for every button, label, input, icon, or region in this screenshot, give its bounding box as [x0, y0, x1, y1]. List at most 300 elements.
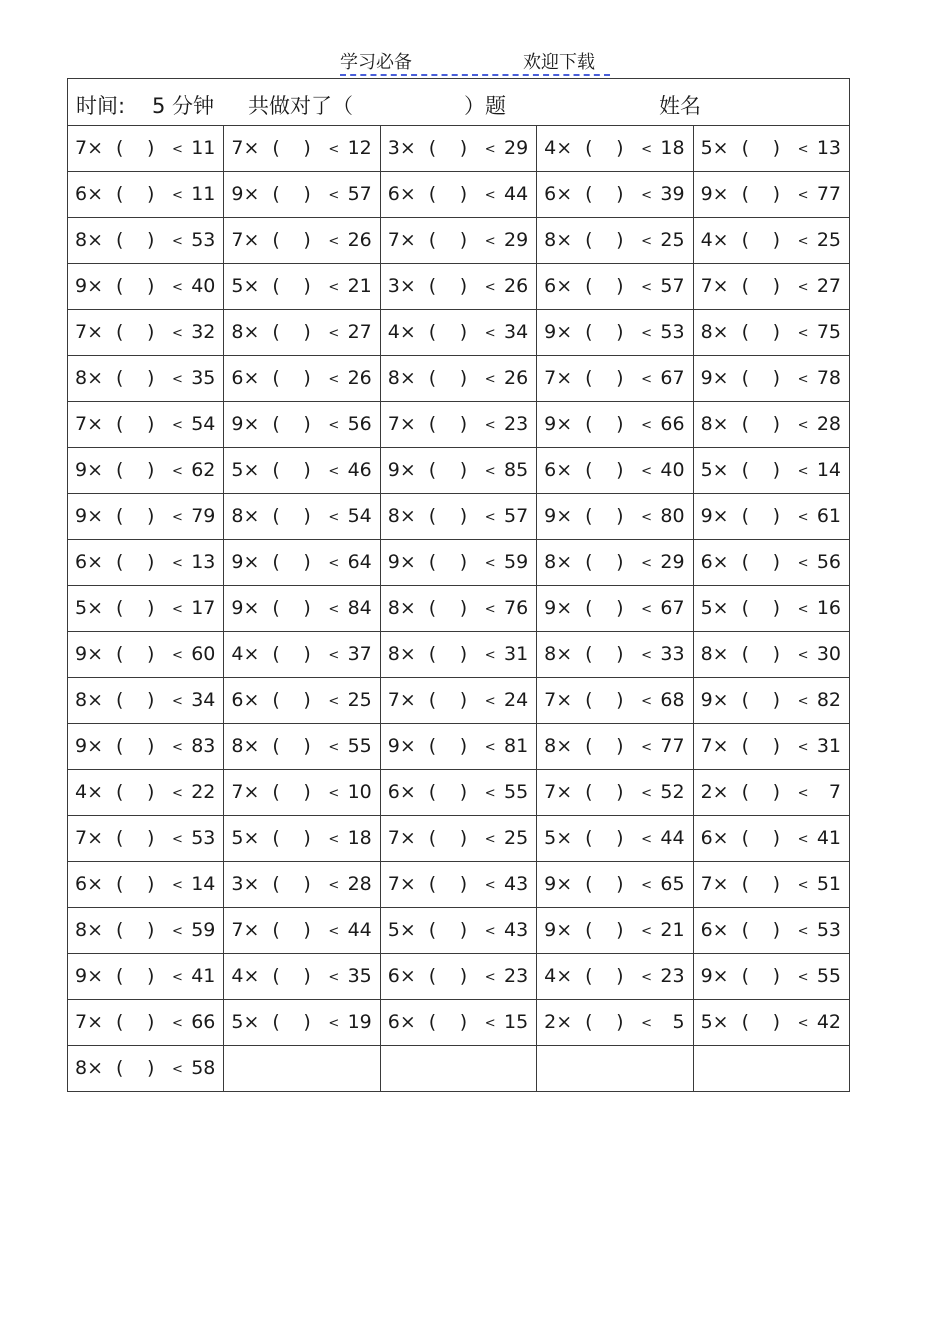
problem-cell[interactable]	[380, 356, 536, 402]
problem-cell[interactable]	[68, 448, 224, 494]
close-paren: )	[303, 183, 311, 205]
less-than-sign: <	[797, 464, 809, 479]
problem-cell[interactable]	[693, 494, 849, 540]
open-paren: (	[741, 827, 749, 849]
limit-value: 59	[503, 551, 529, 573]
open-paren: (	[428, 965, 437, 987]
multiplier-text: 8×	[700, 643, 729, 665]
time-value: 5 分钟	[152, 94, 215, 118]
multiplier-text: 8×	[75, 919, 104, 941]
problem-cell[interactable]	[380, 678, 536, 724]
problem-cell[interactable]	[68, 586, 224, 632]
less-than-sign: <	[328, 602, 340, 617]
limit-value: 53	[191, 827, 216, 849]
problem-cell[interactable]	[68, 310, 224, 356]
close-paren: )	[303, 735, 311, 757]
problem-cell[interactable]	[380, 172, 536, 218]
problem-cell[interactable]	[380, 218, 536, 264]
problem-cell[interactable]	[224, 540, 380, 586]
multiplier-text: 6×	[387, 1011, 416, 1033]
close-paren: )	[616, 367, 624, 389]
problem-cell[interactable]	[68, 172, 224, 218]
multiplier-text: 9×	[700, 183, 729, 205]
multiplier-text: 8×	[700, 413, 729, 435]
problem-cell[interactable]	[68, 1000, 224, 1046]
problem-cell[interactable]	[68, 126, 224, 172]
problem-cell[interactable]	[68, 494, 224, 540]
close-paren: )	[459, 367, 468, 389]
problem-cell[interactable]	[224, 632, 380, 678]
limit-value: 14	[191, 873, 216, 895]
problem-cell[interactable]	[537, 816, 693, 862]
less-than-sign: <	[484, 418, 496, 433]
problem-row	[68, 586, 850, 632]
limit-value: 26	[347, 229, 372, 251]
close-paren: )	[459, 597, 468, 619]
less-than-sign: <	[484, 878, 496, 893]
problem-cell[interactable]	[693, 908, 849, 954]
problem-cell[interactable]	[68, 540, 224, 586]
problem-cell[interactable]	[380, 1000, 536, 1046]
close-paren: )	[303, 597, 311, 619]
problem-cell[interactable]	[537, 218, 693, 264]
problem-cell[interactable]	[380, 494, 536, 540]
problem-cell[interactable]	[693, 356, 849, 402]
less-than-sign: <	[797, 832, 809, 847]
less-than-sign: <	[484, 694, 496, 709]
problem-cell[interactable]	[693, 540, 849, 586]
problem-cell[interactable]	[224, 862, 380, 908]
multiplier-text: 7×	[75, 137, 104, 159]
problem-cell[interactable]	[68, 908, 224, 954]
problem-row	[68, 448, 850, 494]
open-paren: (	[741, 919, 749, 941]
less-than-sign: <	[328, 694, 340, 709]
close-paren: )	[147, 459, 155, 481]
problem-cell[interactable]	[224, 954, 380, 1000]
less-than-sign: <	[641, 510, 653, 525]
less-than-sign: <	[797, 786, 809, 801]
limit-value: 14	[816, 459, 841, 481]
multiplier-text: 4×	[700, 229, 729, 251]
problem-cell[interactable]	[693, 816, 849, 862]
problem-cell[interactable]	[224, 172, 380, 218]
less-than-sign: <	[484, 142, 496, 157]
less-than-sign: <	[328, 786, 340, 801]
problem-cell[interactable]	[537, 862, 693, 908]
close-paren: )	[616, 551, 624, 573]
limit-value: 64	[347, 551, 372, 573]
problem-cell[interactable]	[68, 724, 224, 770]
problem-cell[interactable]	[68, 954, 224, 1000]
less-than-sign: <	[328, 464, 340, 479]
problem-cell[interactable]	[224, 678, 380, 724]
limit-value: 26	[347, 367, 372, 389]
multiplier-text: 5×	[75, 597, 104, 619]
close-paren: )	[772, 965, 780, 987]
open-paren: (	[116, 965, 124, 987]
limit-value: 55	[347, 735, 372, 757]
problem-cell[interactable]	[380, 770, 536, 816]
problem-cell[interactable]	[693, 172, 849, 218]
open-paren: (	[272, 919, 280, 941]
multiplier-text: 8×	[387, 597, 416, 619]
limit-value: 55	[503, 781, 529, 803]
problem-cell[interactable]	[537, 494, 693, 540]
multiplier-text: 6×	[387, 781, 416, 803]
problem-cell[interactable]	[68, 862, 224, 908]
problem-cell[interactable]	[693, 310, 849, 356]
limit-value: 30	[816, 643, 841, 665]
problem-cell[interactable]	[380, 908, 536, 954]
multiplier-text: 9×	[75, 643, 104, 665]
open-paren: (	[428, 873, 437, 895]
problem-cell[interactable]	[537, 954, 693, 1000]
problem-cell[interactable]	[224, 586, 380, 632]
close-paren: )	[459, 183, 468, 205]
open-paren: (	[428, 689, 437, 711]
multiplier-text: 6×	[75, 551, 104, 573]
multiplier-text: 8×	[387, 367, 416, 389]
multiplier-text: 9×	[544, 413, 573, 435]
limit-value: 77	[660, 735, 685, 757]
limit-value: 13	[191, 551, 216, 573]
open-paren: (	[428, 551, 437, 573]
problem-cell[interactable]	[224, 218, 380, 264]
problem-cell[interactable]	[380, 310, 536, 356]
problem-cell[interactable]	[68, 264, 224, 310]
multiplier-text: 7×	[544, 781, 573, 803]
multiplier-text: 8×	[700, 321, 729, 343]
multiplier-text: 5×	[700, 137, 729, 159]
less-than-sign: <	[484, 464, 496, 479]
open-paren: (	[116, 643, 124, 665]
close-paren: )	[147, 919, 155, 941]
close-paren: )	[616, 137, 624, 159]
multiplier-text: 9×	[387, 459, 416, 481]
multiplier-text: 4×	[75, 781, 104, 803]
name-label: 姓名	[659, 94, 701, 118]
problem-cell[interactable]	[224, 356, 380, 402]
problem-cell[interactable]	[380, 402, 536, 448]
less-than-sign: <	[484, 556, 496, 571]
multiplier-text: 9×	[544, 321, 573, 343]
problem-cell[interactable]	[224, 494, 380, 540]
less-than-sign: <	[484, 648, 496, 663]
limit-value: 39	[660, 183, 685, 205]
multiplier-text: 4×	[544, 965, 573, 987]
open-paren: (	[428, 459, 437, 481]
open-paren: (	[116, 505, 124, 527]
open-paren: (	[741, 229, 749, 251]
multiplier-text: 7×	[387, 229, 416, 251]
less-than-sign: <	[797, 694, 809, 709]
problem-cell[interactable]	[380, 448, 536, 494]
open-paren: (	[272, 413, 280, 435]
open-paren: (	[116, 1057, 124, 1079]
problem-cell[interactable]	[693, 770, 849, 816]
close-paren: )	[459, 229, 468, 251]
less-than-sign: <	[797, 510, 809, 525]
less-than-sign: <	[172, 372, 183, 387]
less-than-sign: <	[484, 970, 496, 985]
close-paren: )	[147, 321, 155, 343]
multiplier-text: 6×	[231, 689, 260, 711]
limit-value: 67	[660, 367, 685, 389]
problem-cell[interactable]	[693, 264, 849, 310]
close-paren: )	[303, 919, 311, 941]
limit-value: 25	[347, 689, 372, 711]
less-than-sign: <	[641, 970, 653, 985]
close-paren: )	[616, 321, 624, 343]
problem-cell[interactable]	[693, 678, 849, 724]
problem-cell[interactable]	[224, 1000, 380, 1046]
less-than-sign: <	[641, 924, 653, 939]
problem-cell[interactable]	[537, 586, 693, 632]
problem-cell[interactable]	[537, 402, 693, 448]
less-than-sign: <	[797, 280, 809, 295]
open-paren: (	[741, 1011, 749, 1033]
problem-cell[interactable]	[224, 402, 380, 448]
problem-cell[interactable]	[693, 1000, 849, 1046]
correct-count-suffix: ）题	[464, 94, 506, 118]
close-paren: )	[147, 965, 155, 987]
problem-cell[interactable]	[537, 1000, 693, 1046]
limit-value: 53	[816, 919, 841, 941]
problem-cell[interactable]	[224, 770, 380, 816]
open-paren: (	[741, 735, 749, 757]
multiplier-text: 4×	[544, 137, 573, 159]
open-paren: (	[116, 275, 124, 297]
multiplier-text: 4×	[231, 643, 260, 665]
close-paren: )	[303, 137, 311, 159]
limit-value: 85	[503, 459, 529, 481]
open-paren: (	[741, 137, 749, 159]
less-than-sign: <	[641, 786, 653, 801]
limit-value: 80	[660, 505, 685, 527]
less-than-sign: <	[328, 878, 340, 893]
problem-cell[interactable]	[68, 1046, 224, 1092]
open-paren: (	[428, 1011, 437, 1033]
less-than-sign: <	[797, 602, 809, 617]
limit-value: 15	[503, 1011, 529, 1033]
limit-value: 54	[191, 413, 216, 435]
problem-cell[interactable]	[537, 540, 693, 586]
multiplier-text: 9×	[544, 919, 573, 941]
problem-cell[interactable]	[68, 632, 224, 678]
close-paren: )	[303, 505, 311, 527]
problem-cell[interactable]	[693, 632, 849, 678]
multiplier-text: 6×	[75, 873, 104, 895]
open-paren: (	[741, 689, 749, 711]
limit-value: 32	[191, 321, 216, 343]
less-than-sign: <	[484, 924, 496, 939]
problem-cell[interactable]	[68, 356, 224, 402]
less-than-sign: <	[484, 832, 496, 847]
less-than-sign: <	[328, 556, 340, 571]
multiplier-text: 7×	[700, 275, 729, 297]
problem-row	[68, 632, 850, 678]
multiplier-text: 8×	[387, 505, 416, 527]
less-than-sign: <	[484, 740, 496, 755]
problem-cell[interactable]	[380, 540, 536, 586]
limit-value: 27	[816, 275, 841, 297]
problem-cell[interactable]	[380, 724, 536, 770]
less-than-sign: <	[484, 326, 496, 341]
close-paren: )	[772, 275, 780, 297]
problem-row	[68, 402, 850, 448]
less-than-sign: <	[641, 142, 653, 157]
less-than-sign: <	[328, 510, 340, 525]
multiplier-text: 2×	[544, 1011, 573, 1033]
problem-cell[interactable]	[380, 816, 536, 862]
problem-cell[interactable]	[537, 724, 693, 770]
open-paren: (	[272, 459, 280, 481]
problem-cell[interactable]	[68, 218, 224, 264]
problem-cell[interactable]	[693, 126, 849, 172]
close-paren: )	[772, 781, 780, 803]
multiplier-text: 7×	[544, 689, 573, 711]
problem-cell[interactable]	[537, 310, 693, 356]
problem-cell[interactable]	[224, 264, 380, 310]
open-paren: (	[272, 965, 280, 987]
open-paren: (	[428, 505, 437, 527]
multiplier-text: 9×	[544, 873, 573, 895]
open-paren: (	[585, 551, 593, 573]
problem-cell[interactable]	[537, 770, 693, 816]
problem-cell[interactable]	[224, 310, 380, 356]
multiplier-text: 6×	[700, 827, 729, 849]
problem-cell[interactable]	[224, 448, 380, 494]
less-than-sign: <	[328, 188, 340, 203]
problem-cell[interactable]	[380, 126, 536, 172]
close-paren: )	[303, 459, 311, 481]
open-paren: (	[272, 321, 280, 343]
close-paren: )	[147, 367, 155, 389]
close-paren: )	[616, 919, 624, 941]
less-than-sign: <	[797, 556, 809, 571]
limit-value: 23	[503, 965, 529, 987]
close-paren: )	[147, 183, 155, 205]
problem-cell[interactable]	[68, 402, 224, 448]
problem-row	[68, 172, 850, 218]
less-than-sign: <	[641, 464, 653, 479]
problem-cell[interactable]	[224, 126, 380, 172]
multiplier-text: 8×	[75, 367, 104, 389]
problem-cell[interactable]	[224, 816, 380, 862]
open-paren: (	[585, 965, 593, 987]
close-paren: )	[772, 137, 780, 159]
page-header	[0, 44, 950, 76]
multiplier-text: 8×	[544, 643, 573, 665]
close-paren: )	[303, 413, 311, 435]
open-paren: (	[272, 229, 280, 251]
less-than-sign: <	[328, 280, 340, 295]
open-paren: (	[428, 781, 437, 803]
problem-cell[interactable]	[537, 126, 693, 172]
close-paren: )	[616, 827, 624, 849]
problem-cell[interactable]	[68, 816, 224, 862]
open-paren: (	[741, 873, 749, 895]
open-paren: (	[428, 413, 437, 435]
open-paren: (	[272, 689, 280, 711]
less-than-sign: <	[328, 740, 340, 755]
close-paren: )	[772, 597, 780, 619]
problem-cell[interactable]	[693, 954, 849, 1000]
less-than-sign: <	[797, 234, 809, 249]
problem-cell[interactable]	[693, 218, 849, 264]
problem-row	[68, 126, 850, 172]
problem-cell[interactable]	[693, 586, 849, 632]
problem-cell[interactable]	[537, 172, 693, 218]
close-paren: )	[772, 827, 780, 849]
problem-cell[interactable]	[693, 862, 849, 908]
limit-value: 19	[347, 1011, 372, 1033]
multiplier-text: 9×	[75, 505, 104, 527]
multiplier-text: 4×	[231, 965, 260, 987]
less-than-sign: <	[172, 878, 183, 893]
problem-cell[interactable]	[380, 586, 536, 632]
problem-cell[interactable]	[693, 402, 849, 448]
problem-cell[interactable]	[537, 908, 693, 954]
problem-row	[68, 494, 850, 540]
close-paren: )	[303, 873, 311, 895]
info-cell	[68, 79, 850, 126]
open-paren: (	[585, 137, 593, 159]
limit-value: 35	[347, 965, 372, 987]
problem-cell[interactable]	[380, 954, 536, 1000]
header-left-text: 学习必备	[340, 52, 412, 73]
limit-value: 37	[347, 643, 372, 665]
problem-cell[interactable]	[380, 632, 536, 678]
open-paren: (	[272, 1011, 280, 1033]
close-paren: )	[303, 1011, 311, 1033]
less-than-sign: <	[328, 142, 340, 157]
problem-cell[interactable]	[537, 264, 693, 310]
multiplier-text: 6×	[387, 183, 416, 205]
problem-cell[interactable]	[380, 862, 536, 908]
open-paren: (	[428, 275, 437, 297]
problem-cell[interactable]	[537, 632, 693, 678]
problem-cell[interactable]	[224, 724, 380, 770]
multiplier-text: 5×	[700, 1011, 729, 1033]
problem-cell[interactable]	[537, 356, 693, 402]
limit-value: 33	[660, 643, 685, 665]
problem-cell[interactable]	[224, 908, 380, 954]
multiplier-text: 9×	[387, 551, 416, 573]
empty-cell	[537, 1046, 693, 1092]
problem-cell[interactable]	[537, 448, 693, 494]
problem-cell[interactable]	[68, 678, 224, 724]
problem-cell[interactable]	[380, 264, 536, 310]
problem-cell[interactable]	[693, 448, 849, 494]
open-paren: (	[585, 367, 593, 389]
multiplier-text: 6×	[387, 965, 416, 987]
close-paren: )	[772, 643, 780, 665]
close-paren: )	[459, 275, 468, 297]
close-paren: )	[459, 919, 468, 941]
multiplier-text: 5×	[231, 827, 260, 849]
multiplier-text: 3×	[387, 275, 416, 297]
open-paren: (	[272, 643, 280, 665]
open-paren: (	[116, 735, 124, 757]
less-than-sign: <	[484, 188, 496, 203]
limit-value: 25	[660, 229, 685, 251]
problem-cell[interactable]	[693, 724, 849, 770]
problem-cell[interactable]	[537, 678, 693, 724]
problem-cell[interactable]	[68, 770, 224, 816]
limit-value: 41	[816, 827, 841, 849]
